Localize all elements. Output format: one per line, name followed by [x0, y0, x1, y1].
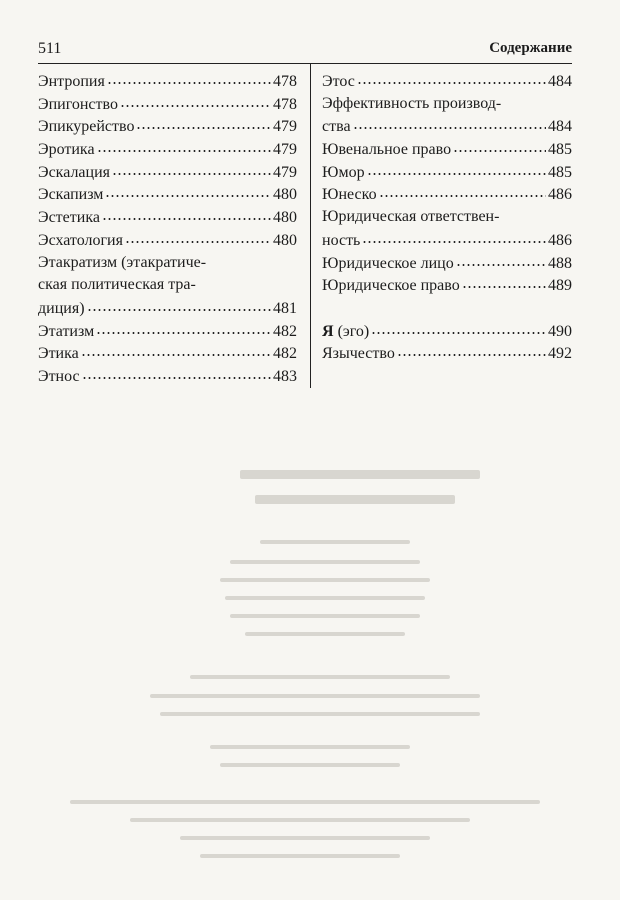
entry-term: Энтропия: [38, 73, 105, 90]
entry-term: Эпикурейство: [38, 118, 135, 136]
toc-entry[interactable]: [38, 365, 297, 388]
entry-term: Эпигонство: [38, 95, 118, 113]
toc-entry[interactable]: [38, 138, 297, 161]
entry-page: 482: [273, 322, 297, 340]
entry-page: 489: [548, 277, 572, 295]
toc-entry[interactable]: [322, 138, 572, 161]
toc-entry[interactable]: [38, 70, 297, 93]
dot-leader: [462, 274, 546, 290]
entry-term-line: Юридическая ответствен-: [322, 208, 500, 226]
entry-page: 492: [548, 345, 572, 363]
entry-page: 480: [273, 209, 297, 227]
dot-leader: [397, 342, 546, 358]
entry-term: Юнеско: [322, 186, 377, 204]
bleed-through-texture: [70, 400, 550, 870]
dot-leader: [367, 161, 546, 177]
entry-page: 480: [273, 231, 297, 249]
entry-term: Эстетика: [38, 209, 100, 227]
toc-entry[interactable]: [38, 252, 297, 320]
entry-term: Этос: [322, 73, 355, 90]
entry-term: Этнос: [38, 367, 80, 385]
toc-entry[interactable]: [322, 274, 572, 297]
dot-leader: [81, 342, 271, 358]
entry-page: 486: [548, 231, 572, 249]
entry-page: 479: [273, 141, 297, 159]
toc-entry[interactable]: [322, 252, 572, 275]
entry-page: 485: [548, 141, 572, 159]
dot-leader: [353, 115, 546, 131]
toc-entry[interactable]: [38, 342, 297, 365]
toc-entry[interactable]: [322, 183, 572, 206]
entry-term: [322, 321, 369, 344]
dot-leader: [97, 138, 271, 154]
dot-leader: [107, 70, 271, 86]
entry-page: 483: [273, 367, 297, 385]
toc-entry[interactable]: [322, 70, 572, 93]
dot-leader: [102, 206, 271, 222]
entry-page: 484: [548, 118, 572, 136]
dot-leader: [453, 138, 546, 154]
toc-entry[interactable]: [38, 183, 297, 206]
entry-term: Эсхатология: [38, 231, 123, 249]
entry-page: 486: [548, 186, 572, 204]
entry-page: 478: [273, 73, 297, 90]
page-header: [38, 40, 572, 60]
dot-leader: [87, 297, 271, 313]
toc-entry[interactable]: [322, 161, 572, 184]
entry-term-line: Этакратизм (этакратиче-: [38, 253, 207, 271]
section-title: Содержание: [489, 40, 572, 56]
dot-leader: [105, 183, 271, 199]
entry-term: Ювенальное право: [322, 141, 452, 159]
entry-page: 479: [273, 118, 297, 136]
entry-page: 478: [273, 95, 297, 113]
entry-term: Этатизм: [38, 322, 95, 340]
toc-entry[interactable]: [38, 161, 297, 184]
entry-page: 490: [548, 322, 572, 340]
entry-term: Юмор: [322, 163, 365, 181]
toc-entry[interactable]: [38, 115, 297, 138]
dot-leader: [125, 229, 271, 245]
entry-term: Язычество: [322, 345, 395, 363]
entry-term-line: ность: [322, 231, 361, 249]
dot-leader: [379, 183, 546, 199]
dot-leader: [136, 115, 271, 131]
toc-right-column: [322, 70, 572, 365]
entry-term-line: диция): [38, 299, 85, 317]
entry-term: Этика: [38, 345, 79, 363]
entry-term-line: ства: [322, 118, 351, 136]
dot-leader: [120, 93, 271, 109]
entry-page: 484: [548, 73, 572, 90]
entry-page: 479: [273, 163, 297, 181]
dot-leader: [362, 229, 546, 245]
entry-page: 488: [548, 254, 572, 272]
toc-entry[interactable]: [322, 320, 572, 343]
toc-entry[interactable]: [38, 206, 297, 229]
entry-term: Юридическое право: [322, 277, 460, 295]
toc-entry[interactable]: [322, 93, 572, 138]
entry-page: 482: [273, 345, 297, 363]
entry-page: 481: [273, 299, 297, 317]
page-number: 511: [38, 40, 62, 57]
entry-term: Эскапизм: [38, 186, 104, 204]
entry-term: Юридическое лицо: [322, 254, 454, 272]
entry-term-rest: (эго): [333, 322, 370, 340]
toc-entry[interactable]: [322, 206, 572, 251]
entry-page: 485: [548, 163, 572, 181]
entry-term-line: ская политическая тра-: [38, 276, 196, 294]
entry-page: 480: [273, 186, 297, 204]
entry-term-line: Эффективность производ-: [322, 94, 502, 112]
dot-leader: [357, 70, 546, 86]
entry-term: Эротика: [38, 141, 95, 159]
entry-term-letter: Я: [322, 322, 334, 340]
dot-leader: [82, 365, 271, 381]
header-rule: [38, 63, 572, 64]
toc-left-column: [38, 70, 297, 388]
toc-entry[interactable]: [322, 342, 572, 365]
dot-leader: [112, 161, 271, 177]
toc-entry[interactable]: [38, 320, 297, 343]
entry-term: Эскалация: [38, 163, 111, 181]
column-divider: [310, 64, 311, 388]
toc-entry[interactable]: [38, 93, 297, 116]
dot-leader: [456, 252, 546, 268]
dot-leader: [371, 320, 546, 336]
toc-entry[interactable]: [38, 229, 297, 252]
dot-leader: [96, 320, 271, 336]
